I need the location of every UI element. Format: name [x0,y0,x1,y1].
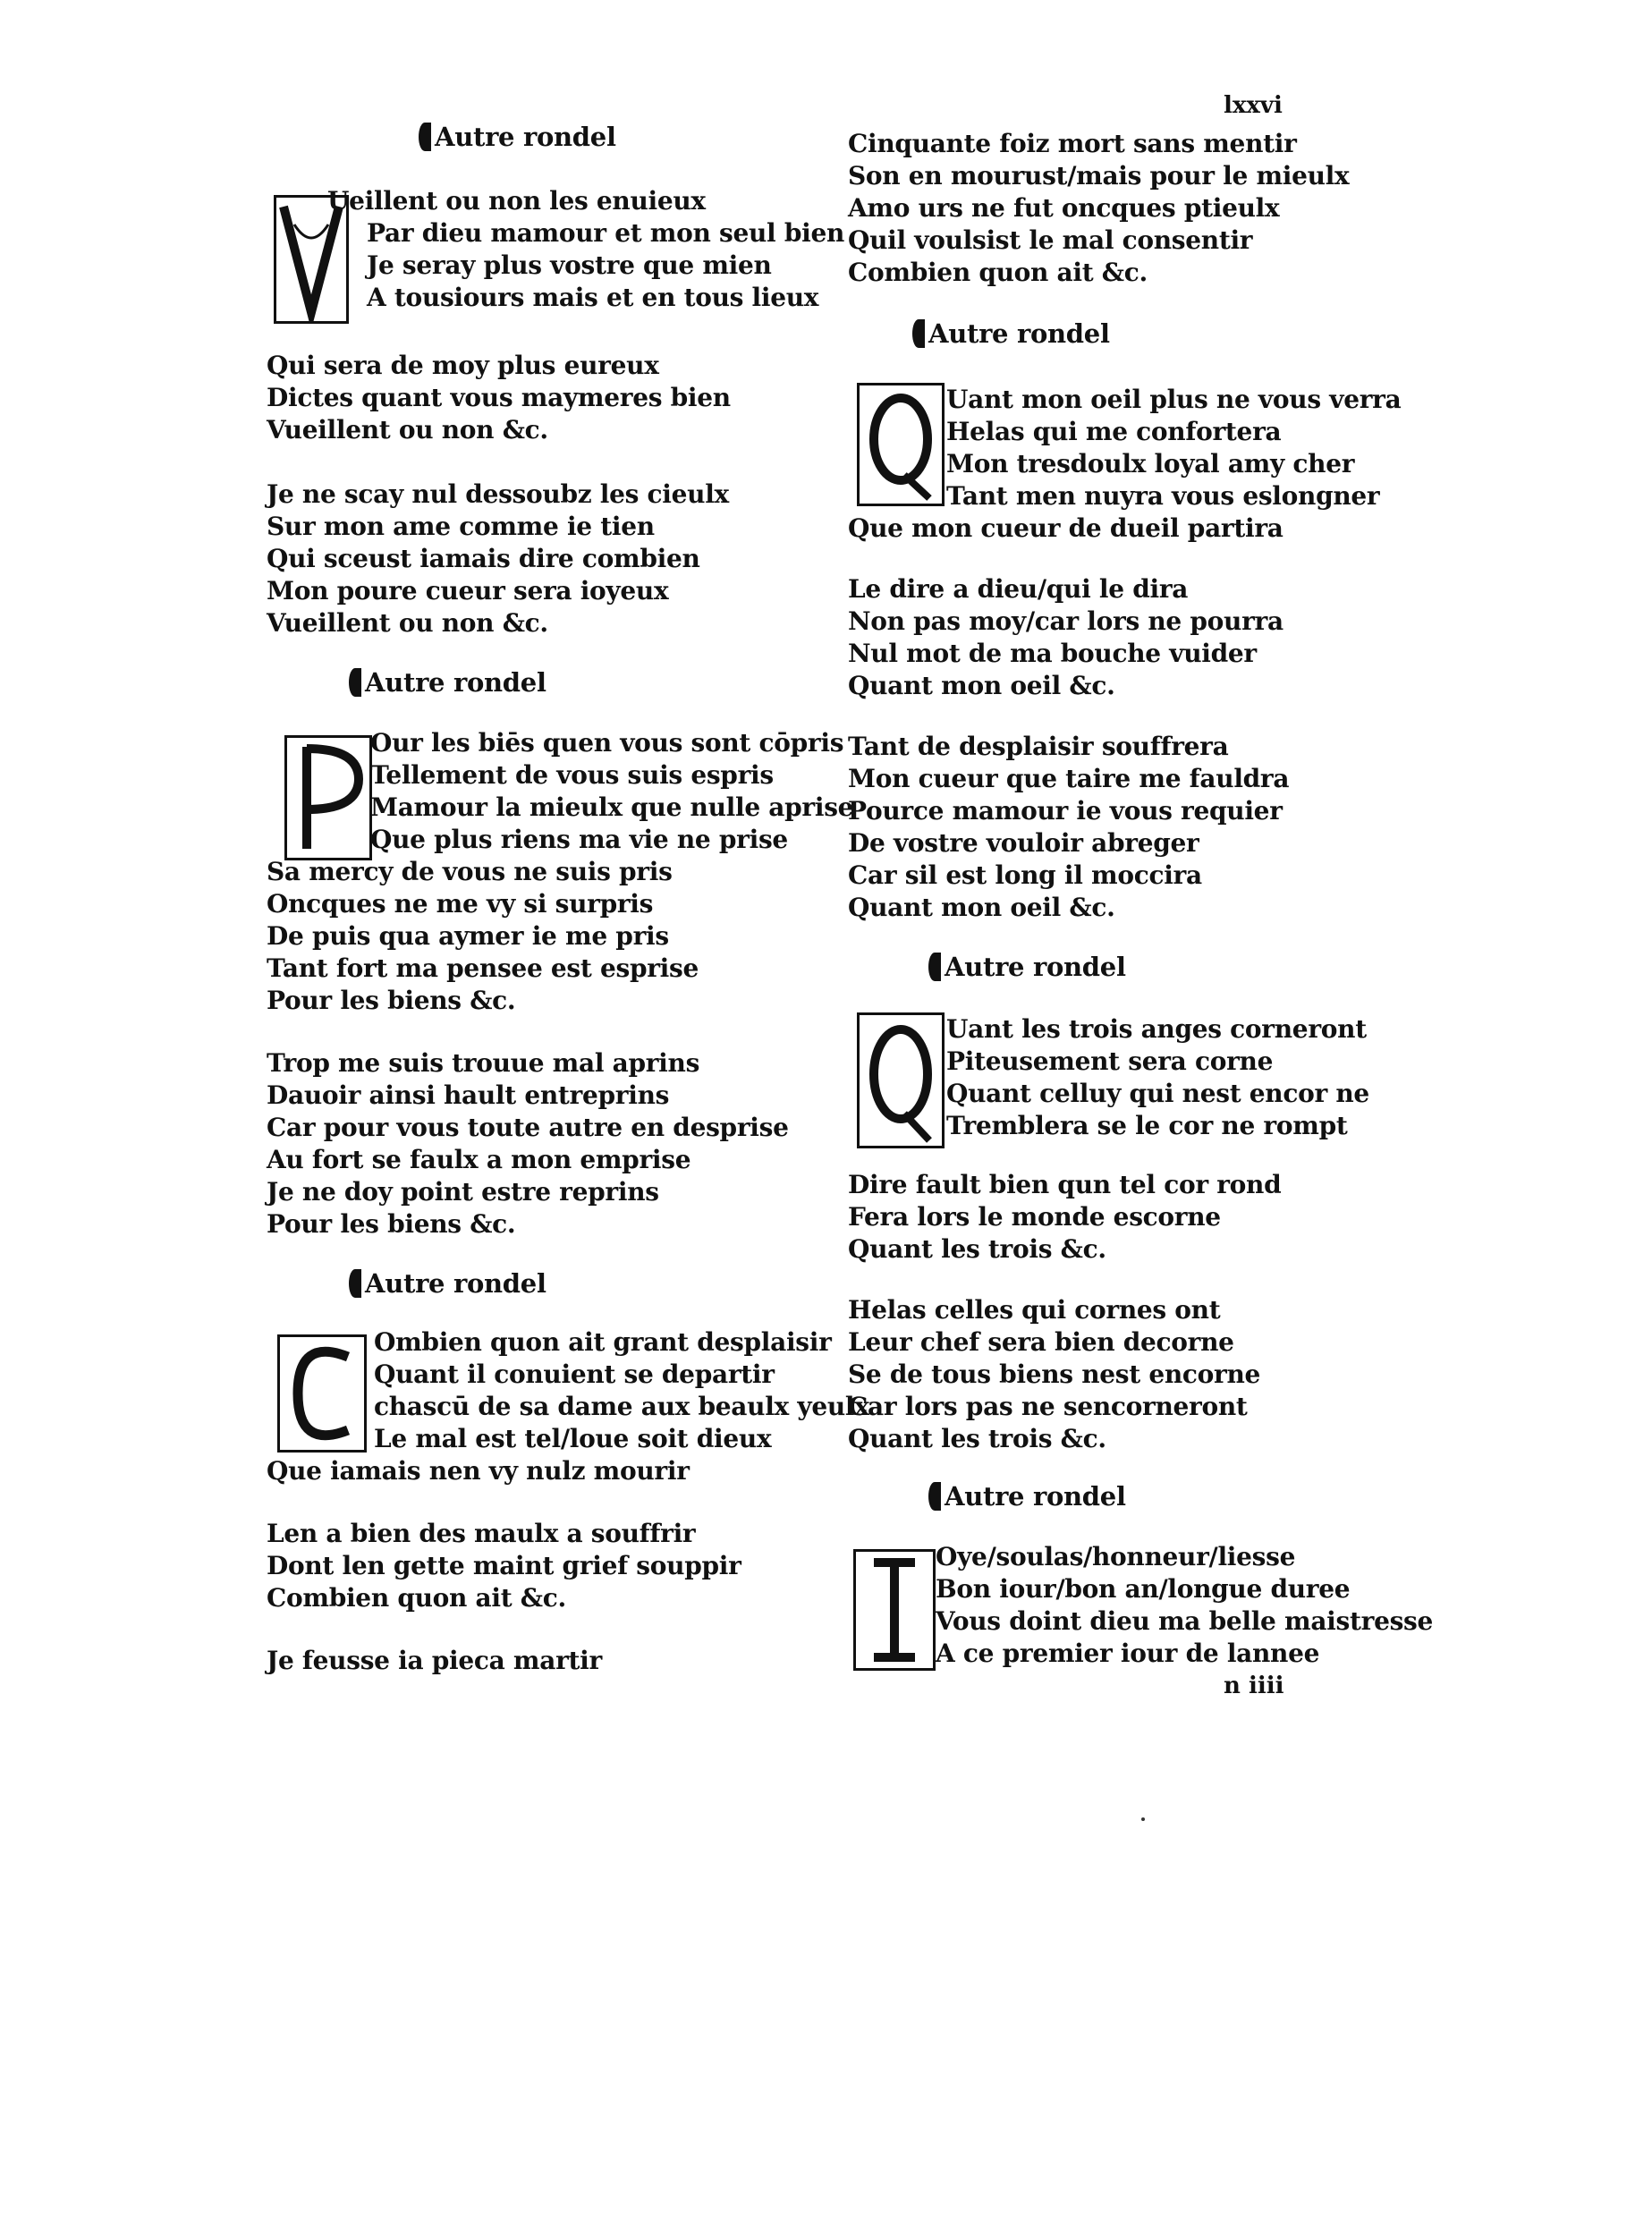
verse-line: A tousiours mais et en tous lieux [367,283,819,312]
decorated-initial-i [853,1549,936,1671]
verse-line: Vous doint dieu ma belle maistresse [936,1606,1434,1636]
verse-line: Tremblera se le cor ne rompt [946,1111,1348,1140]
verse-line: Le mal est tel/loue soit dieux [374,1424,772,1453]
verse-line: Je ne scay nul dessoubz les cieulx [267,479,729,509]
ink-speck [1141,1817,1145,1821]
pilcrow-mark [349,1269,361,1298]
verse-line: Mon poure cueur sera ioyeux [267,576,669,606]
verse-line: Combien quon ait &c. [267,1583,566,1613]
verse-line: Le dire a dieu/qui le dira [848,574,1189,604]
verse-line: Uant mon oeil plus ne vous verra [946,385,1402,414]
verse-line: Mon tresdoulx loyal amy cher [946,449,1355,479]
verse-line: De vostre vouloir abreger [848,828,1199,858]
verse-line: Sur mon ame comme ie tien [267,512,655,541]
pilcrow-mark [419,123,431,151]
verse-line: Uant les trois anges corneront [946,1014,1367,1044]
verse-line: Sa mercy de vous ne suis pris [267,857,673,886]
verse-line: De puis qua aymer ie me pris [267,921,669,951]
verse-line: Quant mon oeil &c. [848,671,1115,700]
verse-line: Car sil est long il moccira [848,860,1202,890]
verse-line: chascū de sa dame aux beaulx yeulx [374,1392,869,1421]
verse-line: Que plus riens ma vie ne prise [370,825,788,854]
verse-line: Par dieu mamour et mon seul bien [367,218,845,248]
verse-line: Dire fault bien qun tel cor rond [848,1170,1282,1199]
rondel-heading: Autre rondel [419,122,616,152]
verse-line: Pour les biens &c. [267,1209,516,1239]
pilcrow-mark [912,319,925,348]
decorated-initial-q [857,383,945,506]
verse-line: Pour les biens &c. [267,986,516,1015]
verse-line: A ce premier iour de lannee [936,1639,1320,1668]
verse-line: Fera lors le monde escorne [848,1202,1221,1232]
verse-line: Quant mon oeil &c. [848,893,1115,922]
verse-line: Trop me suis trouue mal aprins [267,1048,700,1078]
verse-line: Ueillent ou non les enuieux [327,186,706,216]
verse-line: Vueillent ou non &c. [267,415,548,445]
pilcrow-mark [928,953,941,981]
decorated-initial-p [284,735,372,860]
verse-line: Our les biēs quen vous sont cōpris [370,728,844,758]
verse-line: Que iamais nen vy nulz mourir [267,1456,690,1486]
verse-line: Mamour la mieulx que nulle aprise [370,792,854,822]
verse-line: Tant de desplaisir souffrera [848,732,1229,761]
verse-line: Leur chef sera bien decorne [848,1327,1234,1357]
pilcrow-mark [349,668,361,697]
verse-line: Dictes quant vous maymeres bien [267,383,731,412]
verse-line: Cinquante foiz mort sans mentir [848,129,1297,158]
rondel-heading: Autre rondel [928,1481,1126,1512]
decorated-initial-q [857,1012,945,1148]
verse-line: Qui sera de moy plus eureux [267,351,659,380]
verse-line: Qui sceust iamais dire combien [267,544,700,573]
verse-line: Quant il conuient se departir [374,1359,775,1389]
verse-line: Dont len gette maint grief souppir [267,1551,741,1580]
pilcrow-mark [928,1482,941,1511]
verse-line: Tellement de vous suis espris [370,760,774,790]
verse-line: Mon cueur que taire me fauldra [848,764,1290,793]
verse-line: Que mon cueur de dueil partira [848,513,1283,543]
verse-line: Amo urs ne fut oncques ptieulx [848,193,1280,223]
verse-line: Oye/soulas/honneur/liesse [936,1542,1296,1571]
verse-line: Son en mourust/mais pour le mieulx [848,161,1350,191]
verse-line: Car pour vous toute autre en desprise [267,1113,789,1142]
verse-line: Je ne doy point estre reprins [267,1177,659,1207]
rondel-heading: Autre rondel [928,952,1126,982]
verse-line: Quant les trois &c. [848,1424,1106,1453]
verse-line: Helas celles qui cornes ont [848,1295,1221,1325]
verse-line: Combien quon ait &c. [848,258,1148,287]
verse-line: Car lors pas ne sencorneront [848,1392,1248,1421]
verse-line: Tant fort ma pensee est esprise [267,953,699,983]
verse-line: Non pas moy/car lors ne pourra [848,606,1283,636]
rondel-heading: Autre rondel [912,318,1110,349]
verse-line: Nul mot de ma bouche vuider [848,639,1257,668]
decorated-initial-c [277,1334,367,1453]
verse-line: Oncques ne me vy si surpris [267,889,654,919]
verse-line: Quant celluy qui nest encor ne [946,1079,1369,1108]
page-header: lxxvi [1224,92,1283,119]
verse-line: Quant les trois &c. [848,1234,1106,1264]
signature-mark: n iiii [1224,1673,1284,1699]
verse-line: Ombien quon ait grant desplaisir [374,1327,832,1357]
verse-line: Vueillent ou non &c. [267,608,548,638]
rondel-heading: Autre rondel [349,1268,546,1299]
verse-line: Bon iour/bon an/longue duree [936,1574,1351,1604]
verse-line: Tant men nuyra vous eslongner [946,481,1380,511]
verse-line: Piteusement sera corne [946,1046,1274,1076]
verse-line: Helas qui me confortera [946,417,1282,446]
verse-line: Au fort se faulx a mon emprise [267,1145,691,1174]
verse-line: Se de tous biens nest encorne [848,1359,1261,1389]
verse-line: Je seray plus vostre que mien [367,250,772,280]
verse-line: Pource mamour ie vous requier [848,796,1283,826]
rondel-heading: Autre rondel [349,667,546,698]
verse-line: Quil voulsist le mal consentir [848,225,1253,255]
verse-line: Len a bien des maulx a souffrir [267,1519,696,1548]
verse-line: Je feusse ia piecа martir [267,1646,602,1675]
verse-line: Dauoir ainsi hault entreprins [267,1080,670,1110]
